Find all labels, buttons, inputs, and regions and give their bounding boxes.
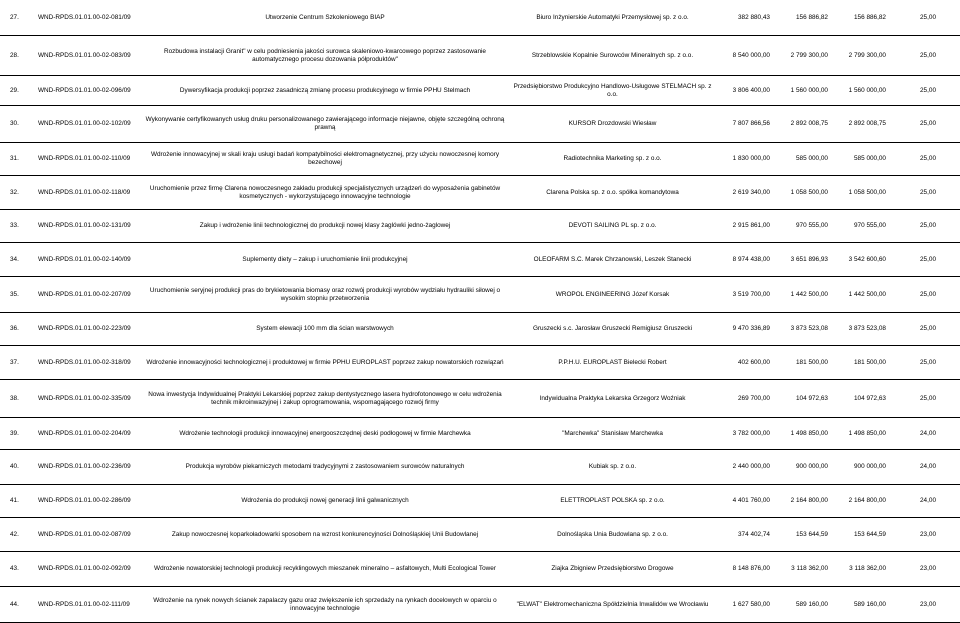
score-percent: 24,00 — [920, 463, 936, 470]
row-number: 35. — [10, 290, 19, 298]
project-code: WND-RPDS.01.01.00-02-096/09 — [38, 86, 131, 94]
project-title: Uruchomienie seryjnej produkcji pras do brykietowania biomasy oraz rozwój produkcji wyrobów wydziału hydrauliki siłowej o wysokim stopniu przetworzenia — [149, 286, 501, 302]
project-title: Wdrożenie technologii produkcji innowacyjnej energooszczędnej deski podłogowej w firmie Marchewka — [179, 429, 471, 437]
row-number: 32. — [10, 188, 19, 196]
beneficiary-name: KURSOR Drozdowski Wiesław — [568, 120, 657, 127]
project-title: Zakup i wdrożenie linii technologicznej do produkcji nowej klasy żaglówki jedno-żaglowej — [199, 222, 451, 229]
row-number: 42. — [10, 530, 19, 538]
project-title: Wdrożenie innowacyjności technologicznej i produktowej w firmie PPHU EUROPLAST poprzez zakup nowatorskich rozwiązań — [146, 358, 504, 366]
project-code: WND-RPDS.01.01.00-02-236/09 — [38, 463, 131, 470]
project-title: Wdrożenie innowacyjnej w skali kraju usługi badań kompatybilności elektromagnetycznej, przy użyciu nowoczesnej komory bezechowej — [150, 151, 500, 166]
eligible-costs: 1 058 500,00 — [790, 188, 828, 196]
project-code: WND-RPDS.01.01.00-02-118/09 — [38, 188, 131, 196]
beneficiary-name: WROPOL ENGINEERING Józef Korsak — [555, 290, 670, 298]
project-title: System elewacji 100 mm dla ścian warstwowych — [256, 325, 394, 332]
project-title: Uruchomienie przez firmę Clarena nowoczesnego zakładu produkcji specjalistycznych urządzeń do wyposażenia gabinetów kosmetycznych - wykorzystującego innowacyjne technologie — [149, 184, 501, 200]
eligible-costs: 2 799 300,00 — [790, 51, 828, 59]
score-percent: 24,00 — [920, 429, 936, 437]
total-value: 4 401 760,00 — [732, 497, 770, 504]
row-number: 30. — [10, 120, 19, 127]
project-code: WND-RPDS.01.01.00-02-087/09 — [38, 530, 131, 538]
total-value: 8 540 000,00 — [732, 51, 770, 59]
beneficiary-name: Kubiak sp. z o.o. — [588, 463, 637, 470]
row-number: 41. — [10, 497, 19, 504]
table-row — [0, 210, 960, 243]
funding-amount: 900 000,00 — [854, 463, 886, 470]
table-row — [0, 552, 960, 587]
score-percent: 25,00 — [920, 155, 936, 162]
table-row — [0, 380, 960, 418]
score-percent: 25,00 — [920, 290, 936, 298]
row-number: 27. — [10, 13, 19, 21]
table-row — [0, 0, 960, 36]
score-percent: 25,00 — [920, 120, 936, 127]
table-row — [0, 36, 960, 76]
score-percent: 25,00 — [920, 394, 936, 402]
beneficiary-name: DEVOTI SAILING PL sp. z o.o. — [568, 222, 657, 229]
project-title: Wykonywanie certyfikowanych usług druku personalizowanego zawierającego informacje niejawne, objęte szczególną ochroną prawną — [145, 116, 505, 131]
project-title: Dywersyfikacja produkcji poprzez zasadniczą zmianę procesu produkcyjnego w firmie PPHU Stelmach — [179, 86, 471, 94]
row-number: 43. — [10, 565, 19, 572]
eligible-costs: 153 644,59 — [796, 530, 828, 538]
funding-amount: 3 118 362,00 — [849, 565, 886, 572]
beneficiary-name: Strzeblowskie Kopalnie Surowców Mineralnych sp. z o.o. — [531, 51, 694, 59]
funding-amount: 2 892 008,75 — [848, 120, 886, 127]
eligible-costs: 104 972,63 — [796, 394, 828, 402]
beneficiary-name: Clarena Polska sp. z o.o. spółka komandytowa — [546, 188, 679, 196]
score-percent: 25,00 — [920, 222, 936, 229]
funding-amount: 3 542 600,60 — [848, 255, 886, 263]
row-number: 34. — [10, 255, 19, 263]
project-code: WND-RPDS.01.01.00-02-207/09 — [38, 290, 131, 298]
beneficiary-name: Radiotechnika Marketing sp. z o.o. — [563, 155, 662, 162]
funding-amount: 1 560 000,00 — [848, 86, 886, 94]
total-value: 269 700,00 — [738, 394, 770, 402]
row-number: 36. — [10, 325, 19, 332]
funding-amount: 153 644,59 — [854, 530, 886, 538]
project-code: WND-RPDS.01.01.00-02-111/09 — [38, 600, 130, 608]
project-title: Wdrożenia do produkcji nowej generacji linii galwanicznych — [241, 497, 409, 504]
total-value: 402 600,00 — [738, 358, 770, 366]
eligible-costs: 1 442 500,00 — [790, 290, 828, 298]
beneficiary-name: "Marchewka" Stanisław Marchewka — [562, 429, 663, 437]
funding-amount: 585 000,00 — [854, 155, 886, 162]
total-value: 1 830 000,00 — [732, 155, 770, 162]
table-row — [0, 106, 960, 143]
project-title: Wdrożenie na rynek nowych ścianek zapalaczy gazu oraz zwiększenie ich sprzedaży na rynkach docelowych w oparciu o innowacyjne technologie — [153, 596, 497, 612]
score-percent: 25,00 — [920, 358, 936, 366]
score-percent: 25,00 — [920, 255, 936, 263]
beneficiary-name: Indywidualna Praktyka Lekarska Grzegorz Woźniak — [539, 394, 686, 402]
project-code: WND-RPDS.01.01.00-02-102/09 — [38, 120, 131, 127]
score-percent: 23,00 — [920, 530, 936, 538]
score-percent: 25,00 — [920, 13, 936, 21]
score-percent: 23,00 — [920, 600, 936, 608]
funding-amount: 1 442 500,00 — [848, 290, 886, 298]
row-number: 44. — [10, 600, 19, 608]
total-value: 2 915 861,00 — [732, 222, 770, 229]
eligible-costs: 589 160,00 — [796, 600, 828, 608]
project-title: Nowa inwestycja Indywidualnej Praktyki Lekarskiej poprzez zakup dentystycznego lasera hydrofotonowego w celu wdrożenia technik mikroinwazyjnej i zakup oprogramowania, wspomagającego rozwój firmy — [148, 390, 502, 406]
row-number: 37. — [10, 358, 19, 366]
eligible-costs: 3 651 896,93 — [790, 255, 828, 263]
eligible-costs: 1 560 000,00 — [790, 86, 828, 94]
total-value: 8 148 876,00 — [732, 565, 770, 572]
project-code: WND-RPDS.01.01.00-02-335/09 — [38, 394, 131, 402]
project-code: WND-RPDS.01.01.00-02-140/09 — [38, 255, 131, 263]
project-code: WND-RPDS.01.01.00-02-204/09 — [38, 429, 131, 437]
funding-amount: 2 799 300,00 — [848, 51, 886, 59]
score-percent: 25,00 — [920, 51, 936, 59]
row-number: 33. — [10, 222, 19, 229]
beneficiary-name: "ELWAT" Elektromechaniczna Spółdzielnia Inwalidów we Wrocławiu — [516, 600, 709, 608]
table-row — [0, 518, 960, 552]
beneficiary-name: Przedsiębiorstwo Produkcyjno Handlowo-Usługowe STELMACH sp. z o.o. — [513, 82, 712, 98]
score-percent: 25,00 — [920, 86, 936, 94]
total-value: 3 806 400,00 — [732, 86, 770, 94]
project-code: WND-RPDS.01.01.00-02-131/09 — [38, 222, 131, 229]
beneficiary-name: OLEOFARM S.C. Marek Chrzanowski, Leszek Stanecki — [533, 255, 692, 263]
score-percent: 25,00 — [920, 325, 936, 332]
funding-amount: 3 873 523,08 — [848, 325, 886, 332]
funding-amount: 2 164 800,00 — [848, 497, 886, 504]
funding-amount: 1 058 500,00 — [848, 188, 886, 196]
eligible-costs: 2 164 800,00 — [790, 497, 828, 504]
score-percent: 24,00 — [920, 497, 936, 504]
project-code: WND-RPDS.01.01.00-02-223/09 — [38, 325, 131, 332]
table-row — [0, 277, 960, 313]
funding-amount: 156 886,82 — [854, 13, 886, 21]
table-row — [0, 587, 960, 623]
funding-amount: 104 972,63 — [854, 394, 886, 402]
eligible-costs: 3 873 523,08 — [790, 325, 828, 332]
score-percent: 25,00 — [920, 188, 936, 196]
table-row — [0, 76, 960, 106]
funding-amount: 1 498 850,00 — [848, 429, 886, 437]
row-number: 40. — [10, 463, 19, 470]
project-code: WND-RPDS.01.01.00-02-081/09 — [38, 13, 131, 21]
eligible-costs: 2 892 008,75 — [790, 120, 828, 127]
total-value: 3 782 000,00 — [732, 429, 770, 437]
eligible-costs: 181 500,00 — [796, 358, 828, 366]
eligible-costs: 156 886,82 — [796, 13, 828, 21]
row-number: 31. — [10, 155, 19, 162]
project-title: Wdrożenie nowatorskiej technologii produkcji recyklingowych mieszanek mineralno – asfaltowych, Multi Ecological Tower — [154, 565, 496, 572]
funding-amount: 589 160,00 — [854, 600, 886, 608]
project-code: WND-RPDS.01.01.00-02-318/09 — [38, 358, 131, 366]
beneficiary-name: ELETTROPLAST POLSKA sp. z o.o. — [560, 497, 665, 504]
row-number: 39. — [10, 429, 19, 437]
project-code: WND-RPDS.01.01.00-02-092/09 — [38, 565, 131, 572]
project-title: Zakup nowoczesnej koparkoładowarki sposobem na wzrost konkurencyjności Dolnośląskiej Unii Budowlanej — [171, 530, 479, 538]
eligible-costs: 585 000,00 — [796, 155, 828, 162]
project-title: Suplementy diety – zakup i uruchomienie linii produkcyjnej — [242, 255, 408, 263]
eligible-costs: 970 555,00 — [796, 222, 828, 229]
row-number: 38. — [10, 394, 19, 402]
project-title: Utworzenie Centrum Szkoleniowego BIAP — [265, 13, 385, 21]
total-value: 1 627 580,00 — [732, 600, 770, 608]
total-value: 7 807 866,56 — [732, 120, 770, 127]
eligible-costs: 900 000,00 — [796, 463, 828, 470]
eligible-costs: 1 498 850,00 — [790, 429, 828, 437]
project-title: Produkcja wyrobów piekarniczych metodami tradycyjnymi z zastosowaniem surowców naturalnych — [185, 463, 465, 470]
table-row — [0, 418, 960, 450]
total-value: 382 880,43 — [738, 13, 770, 21]
total-value: 8 974 438,00 — [732, 255, 770, 263]
total-value: 2 619 340,00 — [732, 188, 770, 196]
beneficiary-name: P.P.H.U. EUROPLAST Bielecki Robert — [558, 358, 667, 366]
project-code: WND-RPDS.01.01.00-02-083/09 — [38, 51, 131, 59]
funding-amount: 970 555,00 — [854, 222, 886, 229]
total-value: 3 519 700,00 — [732, 290, 770, 298]
project-code: WND-RPDS.01.01.00-02-286/09 — [38, 497, 131, 504]
table-row — [0, 485, 960, 518]
beneficiary-name: Biuro Inżynierskie Automatyki Przemysłowej sp. z o.o. — [536, 13, 689, 21]
total-value: 2 440 000,00 — [732, 463, 770, 470]
project-title: Rozbudowa instalacji Granit" w celu podniesienia jakości surowca skaleniowo-kwarcowego poprzez zastosowanie automatycznego procesu dozowania półproduktów" — [164, 47, 486, 63]
table-row — [0, 243, 960, 277]
row-number: 28. — [10, 51, 19, 59]
total-value: 9 470 336,89 — [732, 325, 770, 332]
table-row — [0, 143, 960, 176]
row-number: 29. — [10, 86, 19, 94]
beneficiary-name: Gruszecki s.c. Jarosław Gruszecki Remigiusz Gruszecki — [532, 325, 693, 332]
project-code: WND-RPDS.01.01.00-02-110/09 — [38, 155, 131, 162]
beneficiary-name: Ziajka Zbigniew Przedsiębiorstwo Drogowe — [551, 565, 674, 572]
score-percent: 23,00 — [920, 565, 936, 572]
total-value: 374 402,74 — [738, 530, 770, 538]
table-row — [0, 176, 960, 210]
table-row — [0, 313, 960, 346]
table-row — [0, 450, 960, 485]
funding-amount: 181 500,00 — [854, 358, 886, 366]
eligible-costs: 3 118 362,00 — [791, 565, 828, 572]
beneficiary-name: Dolnośląska Unia Budowlana sp. z o.o. — [557, 530, 668, 538]
table-row — [0, 346, 960, 380]
